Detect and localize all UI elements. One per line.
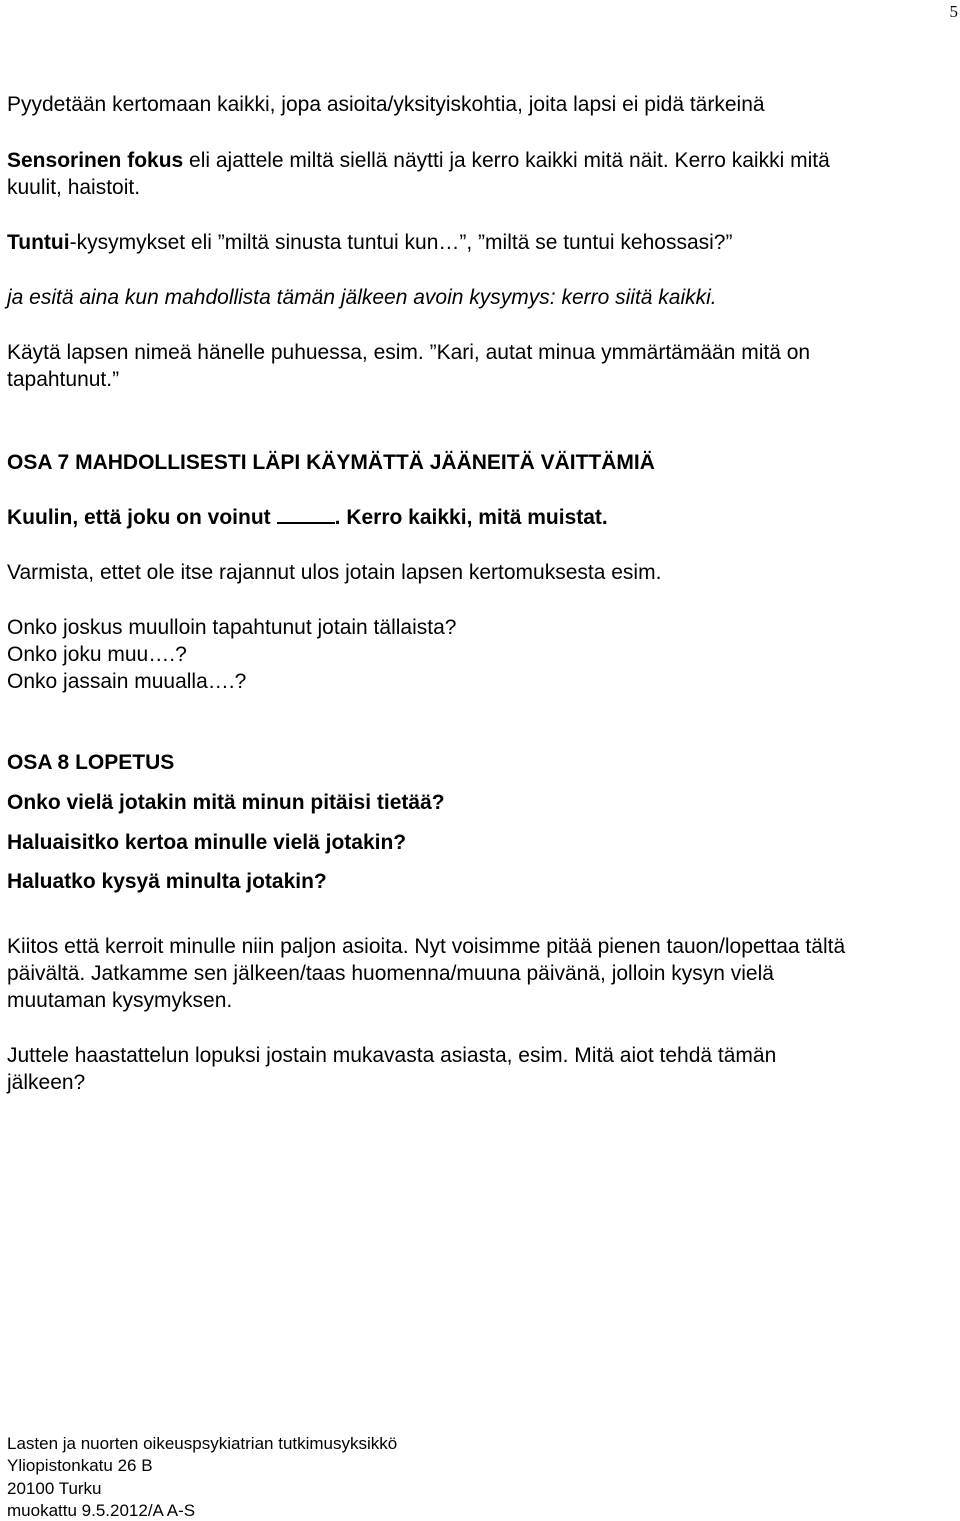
section-8-heading: OSA 8 LOPETUS	[7, 751, 175, 774]
felt-questions-term: Tuntui	[7, 231, 70, 254]
thanks-line-1: Kiitos että kerroit minulle niin paljon asioita. Nyt voisimme pitää pienen tauon/lopettaa tältä	[7, 935, 846, 958]
page-number: 5	[949, 2, 958, 21]
chat-line-1: Juttele haastattelun lopuksi jostain mukavasta asiasta, esim. Mitä aiot tehdä tämän	[7, 1044, 777, 1067]
heard-statement-start: Kuulin, että joku on voinut	[7, 506, 271, 529]
footer-organization: Lasten ja nuorten oikeuspsykiatrian tutkimusyksikkö	[7, 1434, 398, 1453]
thanks-line-3: muutaman kysymyksen.	[7, 989, 233, 1012]
question-other-place: Onko jassain muualla….?	[7, 670, 247, 693]
footer-modified: muokattu 9.5.2012/A A-S	[7, 1501, 196, 1520]
heard-statement	[7, 504, 608, 531]
footer-city: 20100 Turku	[7, 1479, 102, 1498]
closing-question-2: Haluaisitko kertoa minulle vielä jotakin?	[7, 831, 407, 854]
felt-questions-text: -kysymykset eli ”miltä sinusta tuntui kun…”, ”miltä se tuntui kehossasi?”	[69, 231, 733, 254]
closing-question-3: Haluatko kysyä minulta jotakin?	[7, 870, 327, 893]
sensory-focus-term: Sensorinen fokus	[7, 149, 184, 172]
question-other-time: Onko joskus muulloin tapahtunut jotain tällaista?	[7, 616, 457, 639]
chat-line-2: jälkeen?	[7, 1071, 86, 1094]
thanks-line-2: päivältä. Jatkamme sen jälkeen/taas huomenna/muuna päivänä, jolloin kysyn vielä	[7, 962, 774, 985]
use-name-line-2: tapahtunut.”	[7, 368, 120, 391]
section-7-heading: OSA 7 MAHDOLLISESTI LÄPI KÄYMÄTTÄ JÄÄNEITÄ VÄITTÄMIÄ	[7, 451, 655, 474]
open-question-instruction: ja esitä aina kun mahdollista tämän jälkeen avoin kysymys: kerro siitä kaikki.	[7, 286, 717, 309]
verify-instruction: Varmista, ettet ole itse rajannut ulos jotain lapsen kertomuksesta esim.	[7, 561, 662, 584]
sensory-focus-line-1	[7, 147, 830, 174]
use-name-line-1: Käytä lapsen nimeä hänelle puhuessa, esim. ”Kari, autat minua ymmärtämään mitä on	[7, 341, 811, 364]
fill-in-blank	[277, 504, 335, 524]
instruction-paragraph: Pyydetään kertomaan kaikki, jopa asioita/yksityiskohtia, joita lapsi ei pidä tärkeinä	[7, 93, 765, 116]
closing-question-1: Onko vielä jotakin mitä minun pitäisi tietää?	[7, 791, 445, 814]
sensory-focus-line-2: kuulit, haistoit.	[7, 176, 141, 199]
question-other-person: Onko joku muu….?	[7, 643, 187, 666]
felt-questions-line	[7, 229, 732, 256]
sensory-focus-text: eli ajattele miltä siellä näytti ja kerro kaikki mitä näit. Kerro kaikki mitä	[183, 149, 830, 172]
heard-statement-end: . Kerro kaikki, mitä muistat.	[334, 506, 608, 529]
footer-street: Yliopistonkatu 26 B	[7, 1456, 153, 1475]
